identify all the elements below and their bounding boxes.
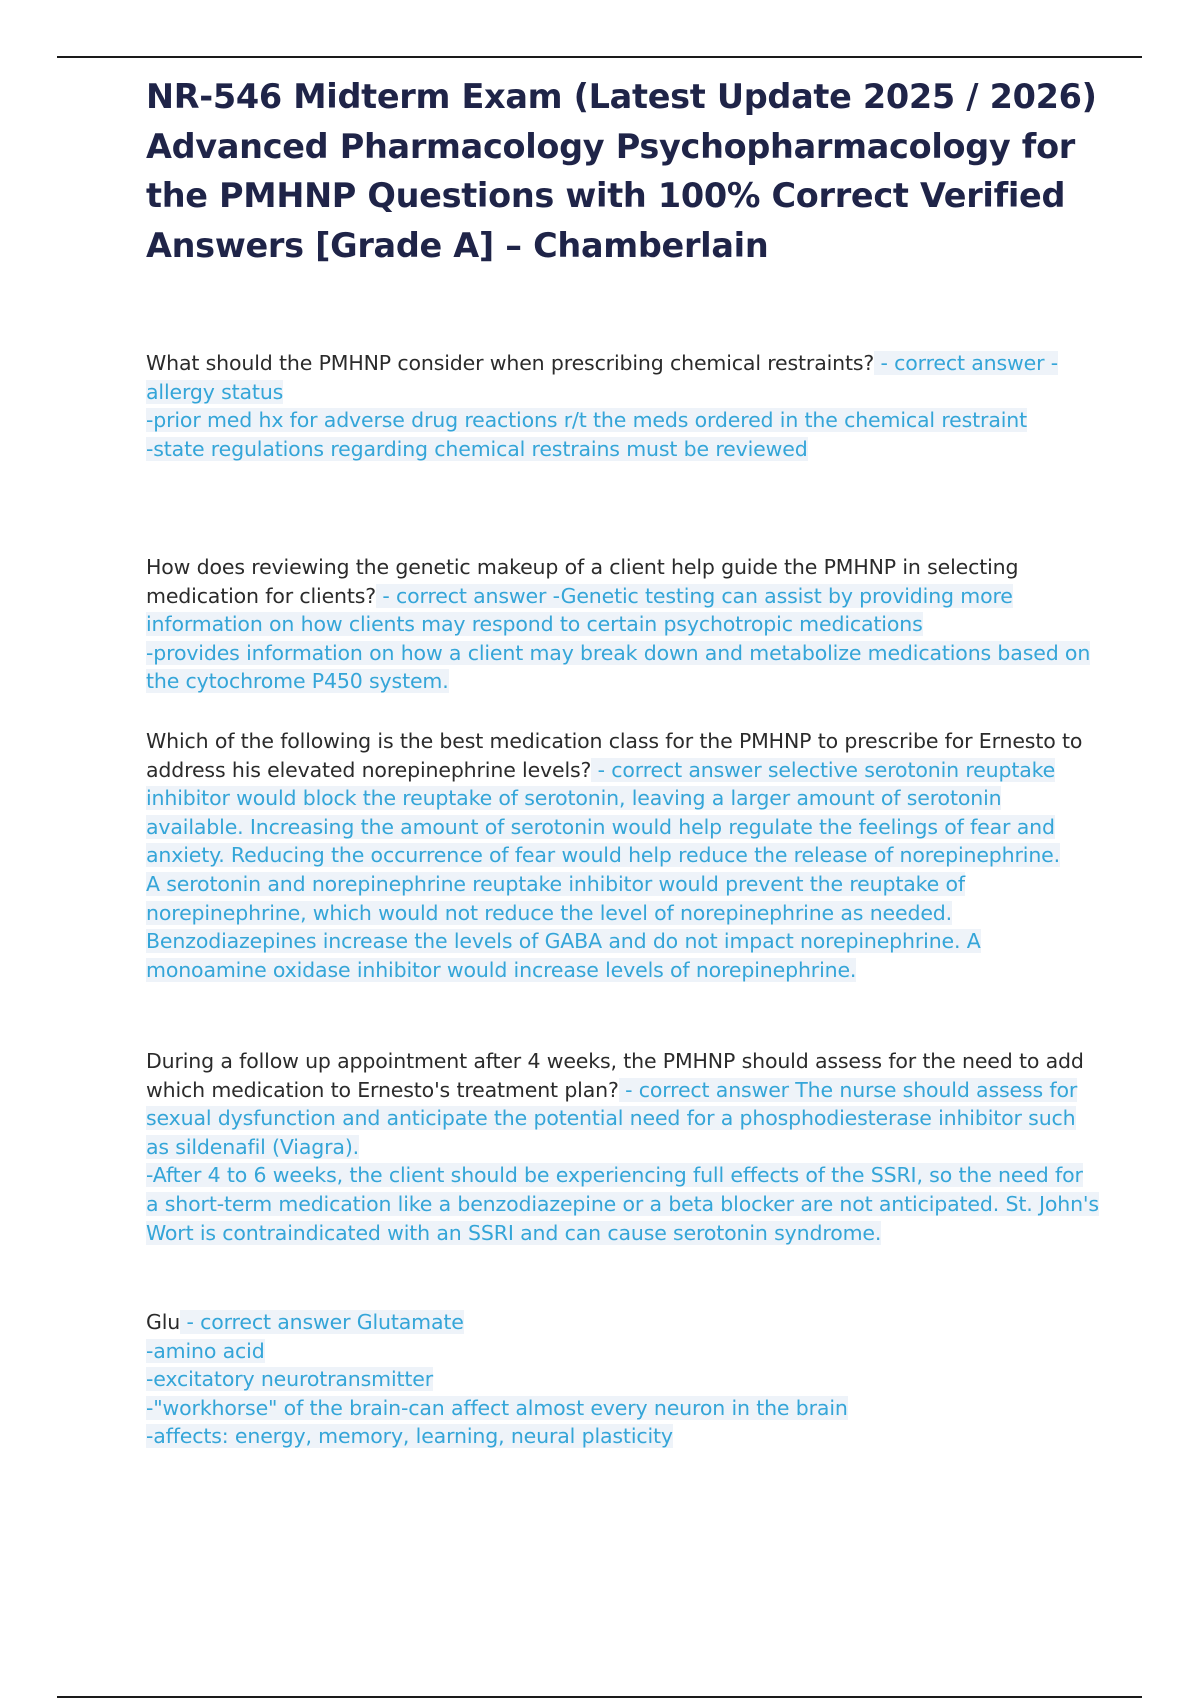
qa-item-1: [146, 349, 1101, 463]
qa-item-5: [146, 1308, 1101, 1451]
question-text: Which of the following is the best medication class for the PMHNP to prescribe for Ernesto to address his elevated norepinephrine levels?: [146, 729, 1083, 782]
answer-text: - correct answer -allergy status -prior med hx for adverse drug reactions r/t the meds ordered in the chemical restraint -state regulations regarding chemical restrains must be reviewed: [146, 351, 1059, 461]
question-text: During a follow up appointment after 4 weeks, the PMHNP should assess for the need to add which medication to Ernesto's treatment plan?: [146, 1049, 1084, 1102]
answer-text: - correct answer selective serotonin reuptake inhibitor would block the reuptake of serotonin, leaving a larger amount of serotonin available. Increasing the amount of serotonin would help regulate the feelings of fear and anxiety. Reducing the occurrence of fear would help reduce the release of norepinephrine. A serotonin and norepinephrine reuptake inhibitor would prevent the reuptake of norepinephrine, which would not reduce the level of norepinephrine as needed. Benzodiazepines increase the levels of GABA and do not impact norepinephrine. A monoamine oxidase inhibitor would increase levels of norepinephrine.: [146, 757, 1060, 982]
top-rule: [57, 56, 1142, 58]
qa-item-3: [146, 727, 1101, 984]
answer-text: - correct answer -Genetic testing can assist by providing more information on how clients may respond to certain psychotropic medications -provides information on how a client may break down and metabolize medications based on the cytochrome P450 system.: [146, 583, 1091, 694]
document-title: NR-546 Midterm Exam (Latest Update 2025 / 2026) Advanced Pharmacology Psychopharmacology for the PMHNP Questions with 100% Correct Verified Answers [Grade A] – Chamberlain: [146, 77, 1097, 265]
question-text: What should the PMHNP consider when prescribing chemical restraints?: [146, 351, 875, 375]
answer-text: - correct answer Glutamate -amino acid -excitatory neurotransmitter -"workhorse" of the brain-can affect almost every neuron in the brain -affects: energy, memory, learning, neural plasticity: [146, 1310, 848, 1449]
bottom-rule: [57, 1696, 1142, 1698]
qa-item-2: [146, 553, 1101, 696]
question-text: How does reviewing the genetic makeup of a client help guide the PMHNP in selecting medication for clients?: [146, 555, 1019, 608]
qa-item-4: [146, 1047, 1101, 1247]
answer-text: - correct answer The nurse should assess for sexual dysfunction and anticipate the potential need for a phosphodiesterase inhibitor such as sildenafil (Viagra). -After 4 to 6 weeks, the client should be experiencing full effects of the SSRI, so the need for a short-term medication like a benzodiazepine or a beta blocker are not anticipated. St. John's Wort is contraindicated with an SSRI and can cause serotonin syndrome.: [146, 1077, 1099, 1245]
question-text: Glu: [146, 1310, 181, 1334]
